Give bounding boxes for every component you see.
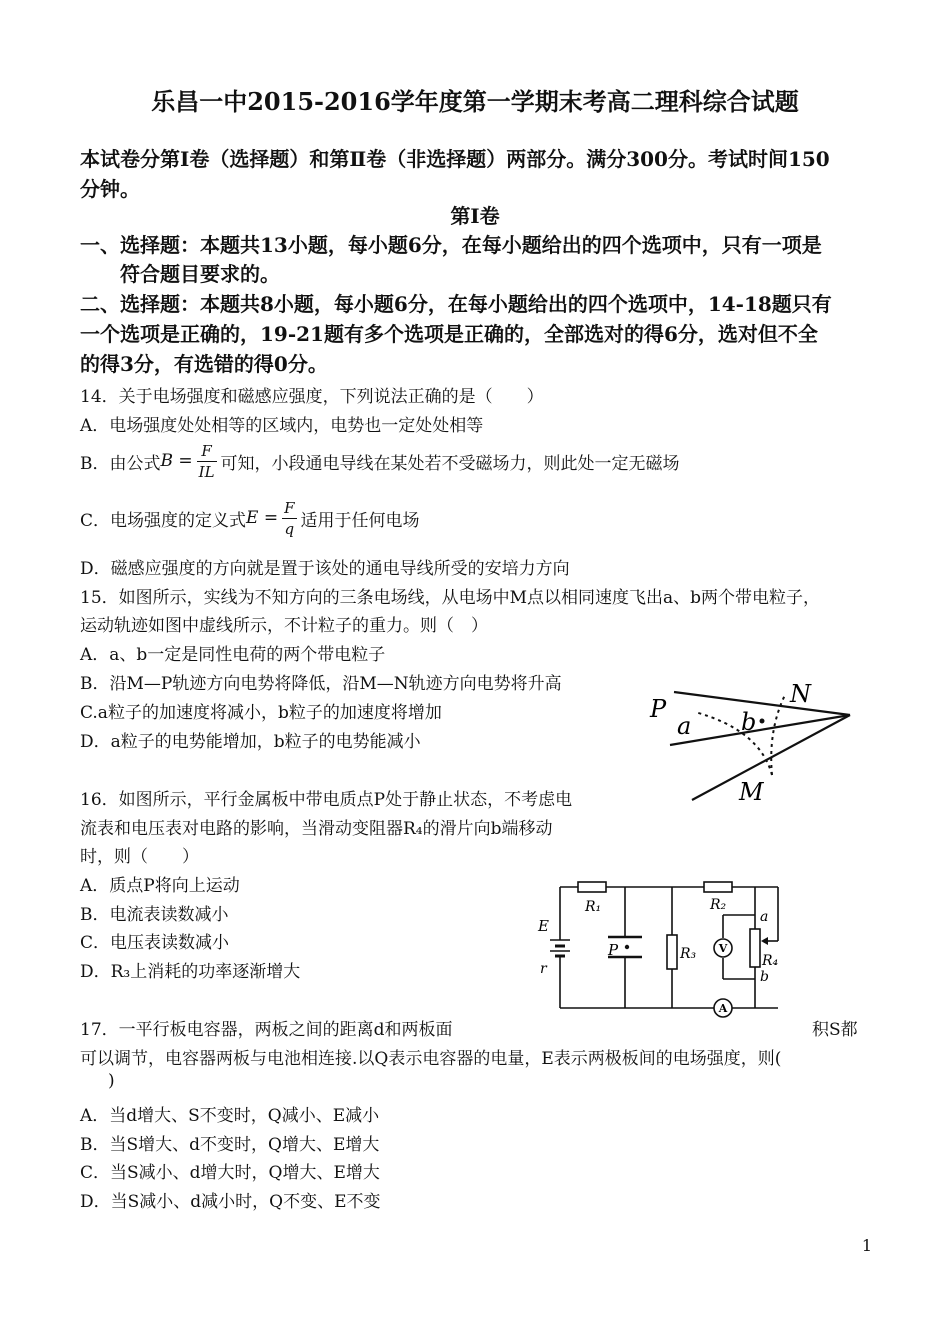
q14-stem: 14．关于电场强度和磁感应强度，下列说法正确的是（ ） [80, 387, 544, 407]
q15-stem-line-1: 15．如图所示，实线为不知方向的三条电场线，从电场中M点以相同速度飞出a、b两个带电粒子， [80, 588, 821, 608]
label-b: b [760, 969, 769, 985]
q16-option-d: D．R₃上消耗的功率逐渐增大 [80, 962, 301, 982]
q14-c-formula-lhs: E = [246, 508, 279, 528]
section-heading: 第Ⅰ卷 [450, 204, 500, 228]
rheostat-r4 [750, 929, 760, 967]
part1-line-2: 符合题目要求的。 [120, 262, 280, 286]
label-p: P [608, 941, 619, 959]
label-b: b [741, 708, 757, 736]
q17-stem-line-2: 可以调节，电容器两板与电池相连接.以Q表示电容器的电量，E表示两极板间的电场强度，则( [80, 1049, 782, 1069]
q17-option-b: B．当S增大、d不变时，Q增大、E增大 [80, 1135, 380, 1155]
label-m: M [739, 778, 764, 806]
resistor-r2 [704, 882, 732, 892]
part1-line-1: 一、选择题：本题共13小题，每小题6分，在每小题给出的四个选项中，只有一项是 [80, 233, 822, 257]
q14-b-fraction [197, 441, 217, 482]
q17-option-c: C．当S减小、d增大时，Q增大、E增大 [80, 1163, 380, 1183]
q16-circuit-figure [530, 875, 810, 1025]
label-e: E [538, 917, 549, 935]
q17-stem-line-1a: 17．一平行板电容器，两板之间的距离d和两板面 [80, 1020, 453, 1040]
intro-line-2: 分钟。 [80, 177, 140, 201]
q14-c-numerator: F [284, 498, 295, 517]
q14-option-a: A．电场强度处处相等的区域内，电势也一定处处相等 [80, 416, 484, 436]
q17-option-a: A．当d增大、S不变时，Q减小、E减小 [80, 1106, 380, 1126]
voltmeter-label: V [718, 942, 728, 955]
field-line-upper [674, 692, 850, 715]
q15-stem-line-2: 运动轨迹如图中虚线所示，不计粒子的重力。则（ ） [80, 616, 488, 636]
q17-option-d: D．当S减小、d减小时，Q不变、E不变 [80, 1192, 381, 1212]
label-a: a [677, 712, 692, 740]
page-number: 1 [861, 1236, 872, 1255]
resistor-r1 [578, 882, 606, 892]
q14-option-d: D．磁感应强度的方向就是置于该处的通电导线所受的安培力方向 [80, 559, 570, 579]
q14-option-c-prefix: C．电场强度的定义式 [80, 510, 247, 531]
particle-b-dot [760, 719, 765, 724]
ammeter-label: A [718, 1002, 728, 1015]
q14-option-c-suffix: 适用于任何电场 [300, 510, 420, 531]
q15-field-lines-figure [640, 675, 860, 810]
label-a: a [760, 909, 769, 925]
q14-c-fraction [282, 498, 296, 539]
label-n: N [790, 680, 811, 708]
q15-option-a: A．a、b一定是同性电荷的两个带电粒子 [80, 645, 386, 665]
rheostat-wiper-arrow [761, 937, 768, 945]
q16-stem-line-1: 16．如图所示，平行金属板中带电质点P处于静止状态，不考虑电 [80, 790, 573, 810]
q17-stem-line-3: ) [108, 1071, 115, 1091]
part2-line-3: 的得3分，有选错的得0分。 [80, 352, 328, 376]
intro-line-1: 本试卷分第Ⅰ卷（选择题）和第Ⅱ卷（非选择题）两部分。满分300分。考试时间150 [80, 147, 830, 171]
label-r4: R₄ [762, 953, 779, 969]
q16-option-c: C．电压表读数减小 [80, 933, 230, 953]
q14-option-b-prefix: B．由公式 [80, 453, 161, 474]
q16-option-a: A．质点P将向上运动 [80, 876, 240, 896]
q14-option-b-suffix: 可知，小段通电导线在某处若不受磁场力，则此处一定无磁场 [220, 453, 680, 474]
q14-c-denominator: q [284, 519, 295, 538]
part2-line-1: 二、选择题：本题共8小题，每小题6分，在每小题给出的四个选项中，14-18题只有 [80, 292, 832, 316]
q15-option-c: C.a粒子的加速度将减小，b粒子的加速度将增加 [80, 703, 442, 723]
q14-b-numerator: F [197, 441, 217, 462]
q16-stem-line-3: 时，则（ ） [80, 847, 199, 867]
q16-option-b: B．电流表读数减小 [80, 905, 229, 925]
q14-option-b [80, 440, 680, 482]
battery-symbol [550, 940, 570, 956]
label-p: P [650, 695, 667, 723]
part2-line-2: 一个选项是正确的，19-21题有多个选项是正确的，全部选对的得6分，选对但不全 [80, 322, 818, 346]
q16-stem-line-2: 流表和电压表对电路的影响，当滑动变阻器R₄的滑片向b端移动 [80, 819, 553, 839]
q14-b-denominator: IL [198, 462, 215, 481]
label-r1: R₁ [585, 899, 602, 915]
q15-option-b: B．沿M—P轨迹方向电势将降低，沿M—N轨迹方向电势将升高 [80, 674, 562, 694]
q14-b-formula-lhs: B = [160, 451, 193, 471]
label-r2: R₂ [710, 897, 727, 913]
q17-stem-line-1b: 积S都 [812, 1020, 858, 1040]
charged-particle-p [625, 945, 629, 949]
resistor-r3 [667, 935, 677, 969]
exam-title: 乐昌一中2015-2016学年度第一学期末考高二理科综合试题 [151, 87, 799, 116]
q14-option-c [80, 497, 420, 539]
label-r3: R₃ [680, 946, 697, 962]
label-r: r [540, 961, 547, 977]
q15-option-d: D．a粒子的电势能增加，b粒子的电势能减小 [80, 732, 421, 752]
